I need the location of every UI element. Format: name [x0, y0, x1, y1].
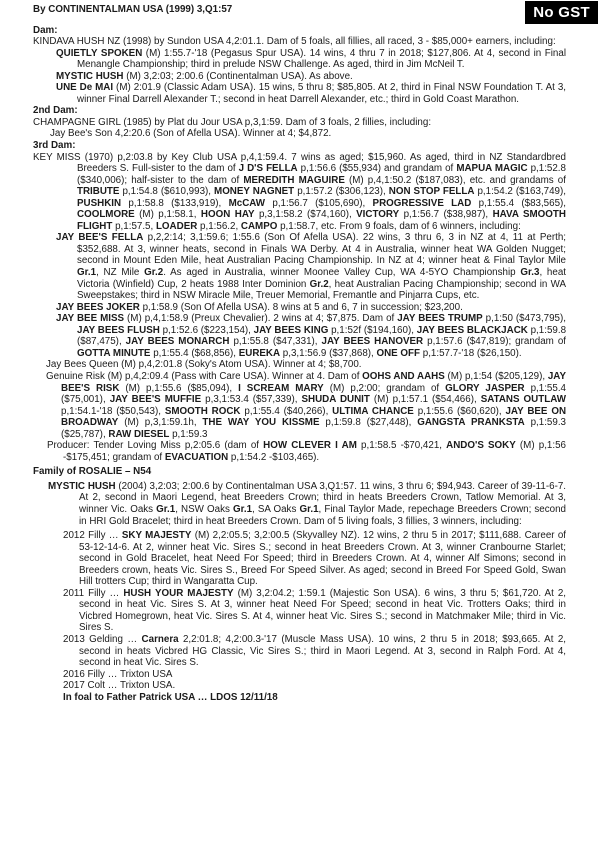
- text-run: p,1:58.5 -$70,421,: [356, 440, 447, 452]
- text-run: p,2,2:14; 3,1:59.6; 1:55.6 (Son Of Afella USA). 22 wins, 3 thru 6, 3 in NZ at 4, 11 at Perth; $352,688. At 3, winner heats, second in Finals WA Derby. At 4 in Australia, winner heat WA Golden Nugget; second in Mount Eden Mile, heat Australian Pacing Championship. In NZ at 4; winner heat & Final Taylor Mile: [77, 232, 566, 267]
- horse-name: In foal to Father Patrick USA … LDOS 12/11/18: [63, 691, 278, 703]
- text-run: (M) p,4,1:50.2 ($187,083), etc. and grandams of: [344, 174, 566, 186]
- horse-name: Gr.1: [77, 267, 97, 279]
- horse-name: JAY BEES HANOVER: [321, 336, 424, 348]
- text-run: , Final Taylor Made, repechage Breeders Crown; second in HRI Gold Bracelet; third in heat Breeders Crown. Dam of 5 living foals, 3 fillies, 3 winners, including:: [79, 503, 566, 527]
- text-run: p,1:52f ($194,160),: [328, 324, 417, 336]
- year-entry-2013-gelding: [33, 634, 566, 669]
- text-run: p,1:56.2,: [197, 220, 241, 232]
- text-run: p,1:55.4 ($75,001),: [61, 382, 566, 406]
- text-run: 2017 Colt … Trixton USA.: [63, 680, 176, 692]
- text-run: (M) 2,2:05.5; 3,2:00.5 (Skyvalley NZ). 12 wins, 2 thru 5 in 2017; $111,688. Career of 53-12-14-6. At 2, winner heat Vic. Sires S.; second in heat Breeders Crown. At 3, winner Cranbourne Starlet; second in Gold Bracelet, heat Need For Speed; third in Breeders Crown. At 4, winner Alf Simons; second in Breeders crown, heats Vic. Sires S., Breed For Speed Silver. As aged; second in Breed For Speed Gold, Swan Hill trotters Cup; third in Wangaratta Cup.: [79, 530, 567, 588]
- text-run: (M) p,2:00; grandam of: [323, 382, 446, 394]
- text-run: (M) 2:01.9 (Classic Adam USA). 15 wins, 5 thru 8; $85,805. At 2, third in Final NSW Foundation T. At 3, winner Final Darrell Alexander T.; second in heat Darrell Alexander, etc.; third in Gold Coast Marathon.: [77, 82, 566, 105]
- horse-name: PROGRESSIVE LAD: [372, 197, 472, 209]
- horse-name: J D'S FELLA: [238, 163, 298, 175]
- third-dam-heading: [33, 140, 566, 152]
- second-dam-heading: [33, 105, 566, 117]
- text-run: 2013 Gelding …: [63, 633, 142, 645]
- sire-line: [33, 4, 566, 16]
- text-run: p,3,1:58.2 ($74,160),: [254, 209, 357, 221]
- horse-name: JAY BEE ON BROADWAY: [61, 405, 567, 429]
- text-run: p,1:59.8 ($27,448),: [319, 417, 418, 429]
- text-run: (M) p,1:58.1,: [134, 209, 201, 221]
- text-run: 2016 Filly … Trixton USA: [63, 668, 173, 680]
- horse-name: SHUDA DUNIT: [301, 394, 370, 406]
- text-run: (M) 3,2:03; 2:00.6 (Continentalman USA). As above.: [123, 70, 353, 82]
- foal-entry-jay-bees-son: [33, 128, 566, 140]
- horse-name: VICTORY: [356, 209, 400, 221]
- text-run: p,1:55.6 ($60,620),: [413, 405, 506, 417]
- horse-name: Gr.1: [299, 503, 319, 515]
- text-run: p,1:56.6 ($55,934) and grandam of: [297, 163, 457, 175]
- foal-entry-jay-bees-fella: [33, 232, 566, 301]
- text-run: (M) 3,2:04.2; 1:59.1 (Majestic Son USA). 6 wins, 3 thru 5; $61,720. At 2, second in heat Vic. Sires S. At 3, winner heat Need For Speed; second in heat Vic. Trotters Oaks; third in Vicbred Homegrown, heat Vic. Sires S. At 4, winner heat Vic. Sires S.; second in Matchmaker Mile; third in Vic. Sires S.: [79, 587, 566, 634]
- horse-name: JAY BEES JOKER: [56, 301, 140, 313]
- horse-name: SKY MAJESTY: [121, 530, 192, 542]
- text-run: (M) p,4,1:58.9 (Preux Chevalier). 2 wins at 4; $7,875. Dam of: [124, 313, 398, 325]
- text-run: (2004) 3,2:03; 2:00.6 by Continentalman USA 3,Q1:57. 11 wins, 3 thru 6; $94,943. Career of 39-11-6-7. At 2, second in Maori Legend, heat Breeders Crown; third in heats Breeders Crown, Tatlow Memorial. At 3, winner Vic. Oaks: [79, 480, 566, 515]
- text-run: Jay Bee's Son 4,2:20.6 (Son of Afella USA). Winner at 4; $4,872.: [50, 128, 332, 140]
- text-run: (M) p,3,1:59.1h,: [118, 417, 203, 429]
- dam-entry-key-miss: [33, 152, 566, 233]
- text-run: p,3,1:56.9 ($37,868),: [280, 347, 377, 359]
- horse-name: Family of ROSALIE – N54: [33, 466, 152, 478]
- horse-name: EVACUATION: [164, 451, 229, 463]
- horse-name: McCAW: [228, 197, 266, 209]
- horse-name: JAY BEES KING: [253, 324, 329, 336]
- foal-entry-genuine-risk: [33, 371, 566, 440]
- horse-name: HOON HAY: [200, 209, 255, 221]
- text-run: p,1:54.8 ($610,993),: [119, 186, 215, 198]
- text-run: p,1:55.4 ($40,266),: [240, 405, 333, 417]
- text-run: p,1:54.1-'18 ($50,543),: [61, 405, 165, 417]
- foal-entry-quietly-spoken: [33, 48, 566, 71]
- text-run: . As aged in Australia, winner Moonee Valley Cup, WA 4-5YO Championship: [163, 267, 521, 279]
- text-run: p,1:56.7 ($105,690),: [265, 197, 373, 209]
- text-run: KINDAVA HUSH NZ (1998) by Sundon USA 4,2:01.1. Dam of 5 foals, all fillies, all raced, 3 - $85,000+ earners, including:: [33, 36, 556, 48]
- horse-name: MYSTIC HUSH: [48, 480, 116, 492]
- horse-name: MAPUA MAGIC: [456, 163, 528, 175]
- producer-note: [33, 440, 566, 463]
- horse-name: MYSTIC HUSH: [56, 70, 124, 82]
- foal-entry-une-de-mai: [33, 82, 566, 105]
- text-run: (M) p,1:54 ($205,129),: [444, 370, 548, 382]
- horse-name: MEREDITH MAGUIRE: [243, 174, 345, 186]
- horse-name: UNE De MAI: [56, 82, 114, 94]
- horse-name: ONE OFF: [376, 347, 421, 359]
- horse-name: ULTIMA CHANCE: [332, 405, 414, 417]
- dam-entry-kindava-hush: [33, 36, 566, 48]
- text-run: Genuine Risk (M) p,4,2:09.4 (Pass with Care USA). Winner at 4. Dam of: [46, 370, 363, 382]
- text-run: p,1:59.3 ($25,787),: [61, 417, 566, 440]
- horse-name: HOW CLEVER I AM: [263, 440, 357, 452]
- horse-name: Gr.1: [156, 503, 176, 515]
- horse-name: COOLMORE: [77, 209, 135, 221]
- feature-entry-mystic-hush-2004: [33, 481, 566, 527]
- no-gst-badge: No GST: [525, 1, 598, 24]
- text-run: , heat Australian Pacing Championship; second in WA Sweepstakes; third in NSW Miracle Mile, Treuer Memorial, Fremantle and Pinjarra Cups, etc.: [77, 278, 566, 302]
- horse-name: GANGSTA PRANKSTA: [417, 417, 525, 429]
- horse-name: PUSHKIN: [77, 197, 122, 209]
- text-run: p,1:55.4 ($83,565),: [471, 197, 567, 209]
- horse-name: CAMPO: [240, 220, 278, 232]
- horse-name: SATANS OUTLAW: [480, 394, 567, 406]
- horse-name: JAY BEES TRUMP: [397, 313, 483, 325]
- text-run: p,1:59.3: [169, 428, 208, 440]
- foal-entry-mystic-hush: [33, 71, 566, 83]
- year-entry-2016-filly: [33, 669, 566, 681]
- horse-name: Dam:: [33, 24, 58, 36]
- year-entry-2011-filly: [33, 588, 566, 634]
- horse-name: NON STOP FELLA: [388, 186, 475, 198]
- horse-name: GOTTA MINUTE: [77, 347, 151, 359]
- text-run: Producer: Tender Loving Miss p,2:05.6 (dam of: [47, 440, 264, 452]
- pedigree-text: [33, 4, 566, 703]
- text-run: 2011 Filly …: [63, 587, 124, 599]
- horse-name: OOHS AND AAHS: [362, 370, 445, 382]
- horse-name: JAY BEE'S RISK: [61, 370, 566, 394]
- text-run: p,1:55.4 ($68,856),: [150, 347, 239, 359]
- foal-entry-jay-bees-joker: [33, 302, 566, 314]
- text-run: , NZ Mile: [96, 267, 145, 279]
- horse-name: MONEY NAGNET: [214, 186, 295, 198]
- horse-name: Gr.3: [520, 267, 540, 279]
- horse-name: JAY BEE'S FELLA: [56, 232, 144, 244]
- horse-name: RAW DIESEL: [108, 428, 170, 440]
- horse-name: 3rd Dam:: [33, 140, 76, 152]
- horse-name: Carnera: [141, 633, 179, 645]
- horse-name: Gr.2: [144, 267, 164, 279]
- text-run: p,1:57.6 ($47,819); grandam of: [423, 336, 567, 348]
- text-run: p,1:58.7, etc. From 9 foals, dam of 6 winners, including:: [277, 220, 521, 232]
- in-foal-note: [33, 692, 566, 704]
- text-run: p,1:58.9 (Son Of Afella USA). 8 wins at 5 and 6, 7 in succession; $23,200.: [139, 301, 463, 313]
- horse-name: THE WAY YOU KISSME: [202, 417, 320, 429]
- horse-name: SMOOTH ROCK: [164, 405, 241, 417]
- horse-name: By CONTINENTALMAN USA (1999) 3,Q1:57: [33, 4, 233, 15]
- horse-name: 2nd Dam:: [33, 105, 78, 117]
- horse-name: JAY BEE MISS: [56, 313, 125, 325]
- horse-name: GLORY JASPER: [445, 382, 525, 394]
- dam-heading: [33, 25, 566, 37]
- text-run: (M) p,1:56 -$175,451; grandam of: [63, 440, 566, 463]
- year-entry-2017-colt: [33, 680, 566, 692]
- horse-name: Gr.2: [309, 278, 329, 290]
- text-run: p,1:52.8 ($340,006); half-sister to the dam of: [77, 163, 566, 186]
- year-entry-2012-filly: [33, 530, 566, 588]
- horse-name: LOADER: [155, 220, 198, 232]
- text-run: p,1:57.2 ($306,123),: [294, 186, 389, 198]
- horse-name: JAY BEES FLUSH: [77, 324, 160, 336]
- text-run: p,1:52.6 ($223,154),: [159, 324, 254, 336]
- horse-name: I SCREAM MARY: [238, 382, 324, 394]
- horse-name: ANDO'S SOKY: [446, 440, 516, 452]
- text-run: p,1:50 ($473,795),: [482, 313, 566, 325]
- family-heading: [33, 466, 566, 478]
- text-run: 2,2:01.8; 4,2:00.3-'17 (Muscle Mass USA). 10 wins, 2 thru 5 in 2018; $93,665. At 2, second in heats Vicbred HG Classic, Vic Sires S.; third in Maori Legend. At 3, second in Ralph Ford. At 4, second in heat Vic. Sires S.: [79, 633, 567, 669]
- horse-name: EUREKA: [238, 347, 281, 359]
- text-run: (M) p,1:55.6 ($85,094),: [119, 382, 239, 394]
- horse-name: JAY BEES MONARCH: [125, 336, 230, 348]
- text-run: , NSW Oaks: [175, 503, 233, 515]
- text-run: p,1:58.8 ($133,919),: [121, 197, 229, 209]
- text-run: p,3,1:53.4 ($57,339),: [201, 394, 302, 406]
- horse-name: HAVA SMOOTH FLIGHT: [77, 209, 566, 232]
- horse-name: HUSH YOUR MAJESTY: [123, 587, 234, 599]
- horse-name: Gr.1: [232, 503, 253, 515]
- text-run: p,1:54.2 -$103,465).: [228, 451, 320, 463]
- text-run: Jay Bees Queen (M) p,4,2:01.8 (Soky's Atom USA). Winner at 4; $8,700.: [46, 359, 362, 371]
- horse-name: TRIBUTE: [77, 186, 120, 198]
- text-run: (M) 1:55.7-'18 (Pegasus Spur USA). 14 wins, 4 thru 7 in 2018; $127,806. At 4, second in Final Menangle Championship; third in prelude NSW Challenge. As aged, third in Jim McNeil T.: [77, 47, 566, 71]
- text-run: (M) p,1:57.1 ($54,466),: [369, 394, 481, 406]
- text-run: p,1:56.7 ($38,987),: [399, 209, 493, 221]
- text-run: p,1:59.8 ($87,475),: [77, 324, 567, 348]
- text-run: p,1:57.7-'18 ($26,150).: [420, 347, 522, 359]
- text-run: p,1:57.5,: [112, 220, 156, 232]
- text-run: CHAMPAGNE GIRL (1985) by Plat du Jour USA p,3,1:59. Dam of 3 foals, 2 fillies, including:: [33, 116, 432, 128]
- foal-entry-jay-bees-queen: [33, 359, 566, 371]
- text-run: KEY MISS (1970) p,2:03.8 by Key Club USA p,4,1:59.4. 7 wins as aged; $15,960. As aged, third in NZ Standardbred Breeders S. Full-sister to the dam of: [33, 151, 566, 175]
- horse-name: JAY BEES BLACKJACK: [416, 324, 528, 336]
- dam-entry-champagne-girl: [33, 117, 566, 129]
- text-run: 2012 Filly …: [63, 530, 122, 542]
- text-run: , SA Oaks: [252, 503, 300, 515]
- text-run: p,1:54.2 ($163,749),: [474, 186, 566, 198]
- text-run: p,1:55.8 ($47,331),: [229, 336, 322, 348]
- foal-entry-jay-bee-miss: [33, 313, 566, 359]
- text-run: , heat Victoria (Winfield) Cup, 2 heats 1988 Inter Dominion: [77, 267, 566, 290]
- horse-name: JAY BEE'S MUFFIE: [109, 394, 202, 406]
- horse-name: QUIETLY SPOKEN: [56, 47, 143, 59]
